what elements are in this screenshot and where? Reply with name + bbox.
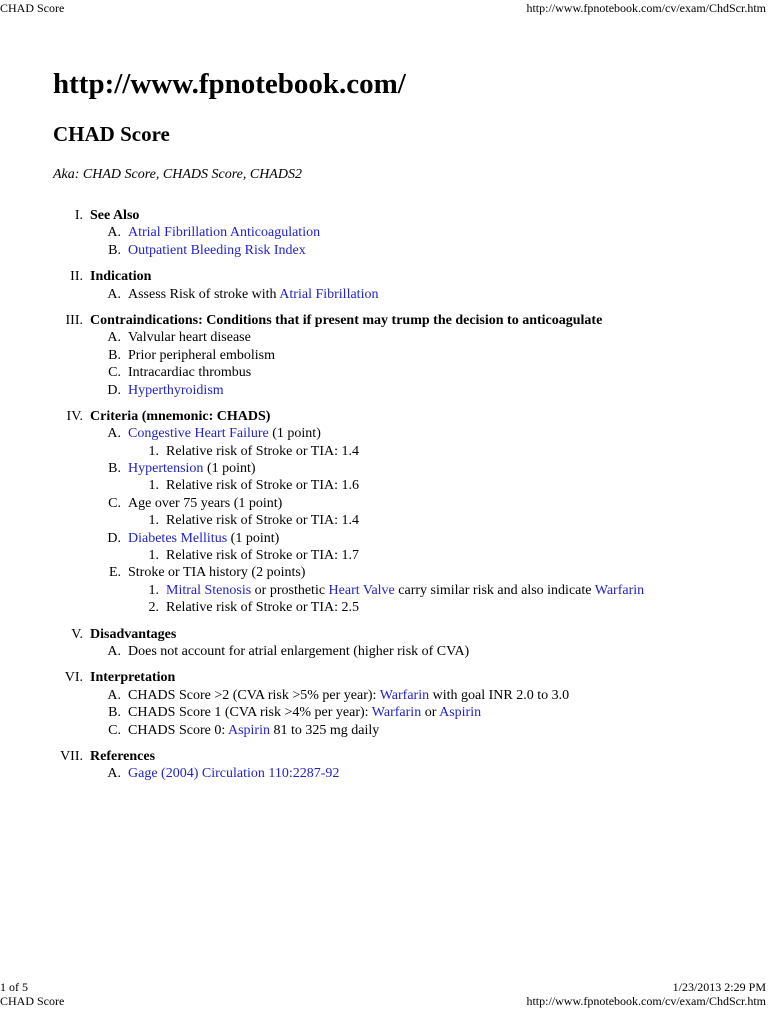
- link-aspirin[interactable]: Aspirin: [439, 705, 482, 721]
- list-item: [0, 382, 768, 399]
- section-see-also: [0, 207, 768, 259]
- footer-doc-title: CHAD Score: [0, 994, 65, 1008]
- sub-marker: 1.: [148, 548, 159, 564]
- item-text: Intracardiac thrombus: [128, 365, 252, 381]
- outline: [0, 207, 768, 792]
- sub-item: [0, 547, 768, 564]
- section-marker: VI.: [64, 670, 83, 686]
- sub-marker: 2.: [148, 600, 159, 616]
- sub-marker: 1.: [148, 513, 159, 529]
- sub-marker: 1.: [148, 443, 159, 459]
- item-text: (1 point): [268, 426, 321, 442]
- item-marker: A.: [107, 766, 121, 782]
- link-warfarin[interactable]: Warfarin: [594, 582, 645, 598]
- list-item: [0, 564, 768, 581]
- sub-marker: 1.: [148, 478, 159, 494]
- link-aspirin[interactable]: Aspirin: [227, 722, 270, 738]
- item-marker: B.: [108, 705, 121, 721]
- section-heading: Interpretation: [90, 670, 176, 686]
- link-heart-valve[interactable]: Heart Valve: [328, 582, 395, 598]
- item-text: Stroke or TIA history (2 points): [128, 565, 306, 581]
- link-mitral-stenosis[interactable]: Mitral Stenosis: [166, 582, 252, 598]
- item-text: CHADS Score 0:: [128, 722, 228, 738]
- footer-page-number: 1 of 5: [0, 980, 28, 994]
- section-marker: VII.: [60, 748, 83, 764]
- sub-text: Relative risk of Stroke or TIA: 2.5: [166, 600, 359, 616]
- section-marker: IV.: [66, 408, 83, 424]
- list-item: [0, 224, 768, 241]
- list-item: [0, 530, 768, 547]
- item-marker: C.: [108, 495, 121, 511]
- link-outpatient-bleeding-risk-index[interactable]: Outpatient Bleeding Risk Index: [128, 242, 306, 258]
- list-item: [0, 722, 768, 739]
- header-doc-title: CHAD Score: [0, 1, 65, 15]
- page-title: CHAD Score: [53, 122, 170, 146]
- item-marker: A.: [107, 225, 121, 241]
- section-heading: Indication: [90, 269, 152, 285]
- item-text: CHADS Score >2 (CVA risk >5% per year):: [128, 687, 380, 703]
- item-marker: C.: [108, 722, 121, 738]
- item-text: (1 point): [227, 530, 280, 546]
- header-url: http://www.fpnotebook.com/cv/exam/ChdScr.htm: [526, 1, 766, 15]
- section-heading: References: [90, 748, 156, 764]
- item-marker: A.: [107, 286, 121, 302]
- section-criteria: [0, 408, 768, 617]
- link-warfarin[interactable]: Warfarin: [371, 705, 422, 721]
- item-marker: B.: [108, 461, 121, 477]
- site-title: http://www.fpnotebook.com/: [53, 68, 406, 100]
- item-text: Prior peripheral embolism: [128, 347, 275, 363]
- list-item: [0, 347, 768, 364]
- section-references: [0, 748, 768, 783]
- list-item: [0, 242, 768, 259]
- item-text: 81 to 325 mg daily: [269, 722, 380, 738]
- item-text: Does not account for atrial enlargement (higher risk of CVA): [128, 643, 470, 659]
- item-text: with goal INR 2.0 to 3.0: [429, 687, 570, 703]
- item-marker: A.: [107, 330, 121, 346]
- item-marker: D.: [107, 382, 121, 398]
- item-marker: D.: [107, 530, 121, 546]
- item-marker: B.: [108, 242, 121, 258]
- footer-url: http://www.fpnotebook.com/cv/exam/ChdScr.htm: [526, 994, 766, 1008]
- sub-item: [0, 512, 768, 529]
- link-hyperthyroidism[interactable]: Hyperthyroidism: [128, 382, 224, 398]
- section-marker: V.: [71, 626, 83, 642]
- link-atrial-fibrillation-anticoagulation[interactable]: Atrial Fibrillation Anticoagulation: [128, 225, 321, 241]
- sub-text: carry similar risk and also indicate: [394, 582, 595, 598]
- item-text: Valvular heart disease: [128, 330, 251, 346]
- item-marker: C.: [108, 365, 121, 381]
- footer-datetime: 1/23/2013 2:29 PM: [672, 980, 766, 994]
- item-text: Age over 75 years (1 point): [128, 495, 283, 511]
- sub-item: [0, 443, 768, 460]
- sub-text: Relative risk of Stroke or TIA: 1.4: [166, 443, 359, 459]
- sub-marker: 1.: [148, 582, 159, 598]
- sub-text: Relative risk of Stroke or TIA: 1.4: [166, 513, 359, 529]
- section-marker: I.: [74, 208, 83, 223]
- item-text: or: [421, 705, 440, 721]
- sub-item: [0, 582, 768, 599]
- sub-item: [0, 599, 768, 616]
- link-diabetes-mellitus[interactable]: Diabetes Mellitus: [128, 530, 228, 546]
- list-item: [0, 495, 768, 512]
- item-text: Assess Risk of stroke with: [128, 286, 280, 302]
- item-marker: A.: [107, 426, 121, 442]
- list-item: [0, 687, 768, 704]
- list-item: [0, 364, 768, 381]
- section-heading: Disadvantages: [90, 626, 177, 642]
- sub-item: [0, 477, 768, 494]
- sub-text: Relative risk of Stroke or TIA: 1.7: [166, 548, 359, 564]
- section-interpretation: [0, 669, 768, 739]
- list-item: [0, 425, 768, 442]
- list-item: [0, 704, 768, 721]
- link-gage-2004-circulation[interactable]: Gage (2004) Circulation 110:2287-92: [128, 766, 340, 782]
- sub-text: Relative risk of Stroke or TIA: 1.6: [166, 478, 359, 494]
- section-marker: II.: [70, 269, 83, 285]
- item-marker: E.: [108, 565, 121, 581]
- section-indication: [0, 268, 768, 303]
- link-hypertension[interactable]: Hypertension: [128, 461, 204, 477]
- section-contraindications: [0, 312, 768, 399]
- aka-line: Aka: CHAD Score, CHADS Score, CHADS2: [53, 167, 302, 182]
- section-marker: III.: [65, 312, 83, 328]
- section-heading: See Also: [90, 208, 140, 223]
- list-item: [0, 643, 768, 660]
- list-item: [0, 460, 768, 477]
- list-item: [0, 765, 768, 782]
- item-text: (1 point): [203, 461, 256, 477]
- link-congestive-heart-failure[interactable]: Congestive Heart Failure: [128, 426, 269, 442]
- item-marker: A.: [107, 687, 121, 703]
- item-marker: A.: [107, 643, 121, 659]
- item-text: CHADS Score 1 (CVA risk >4% per year):: [128, 705, 372, 721]
- list-item: [0, 286, 768, 303]
- section-heading: Contraindications: Conditions that if present may trump the decision to anticoagulate: [90, 312, 603, 328]
- item-marker: B.: [108, 347, 121, 363]
- sub-text: or prosthetic: [251, 582, 329, 598]
- list-item: [0, 329, 768, 346]
- section-heading: Criteria (mnemonic: CHADS): [90, 408, 271, 424]
- link-atrial-fibrillation[interactable]: Atrial Fibrillation: [279, 286, 379, 302]
- link-warfarin[interactable]: Warfarin: [379, 687, 430, 703]
- section-disadvantages: [0, 626, 768, 661]
